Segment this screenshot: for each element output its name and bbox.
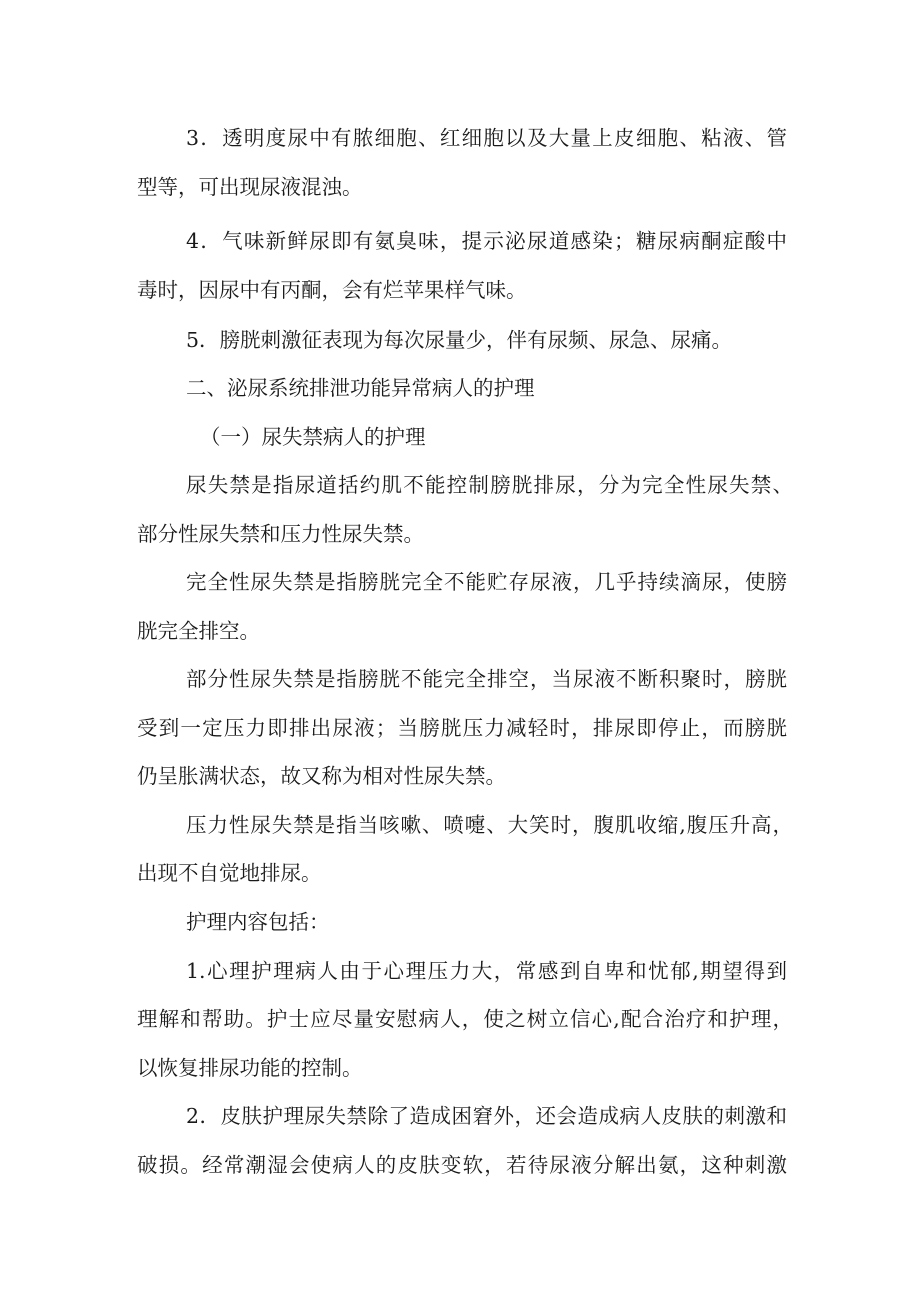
paragraph-4-line-2: 毒时，因尿中有丙酮，会有烂苹果样气味。: [137, 278, 527, 302]
paragraph-3-line-2: 型等，可出现尿液混浊。: [137, 175, 363, 199]
item-1-line-1: 1.心理护理病人由于心理压力大，常感到自卑和忧郁,期望得到: [186, 959, 787, 983]
stress-incontinence-line-2: 出现不自觉地排尿。: [137, 861, 322, 885]
definition-line-2: 部分性尿失禁和压力性尿失禁。: [137, 522, 424, 546]
stress-incontinence-line-1: 压力性尿失禁是指当咳嗽、喷嚏、大笑时，腹肌收缩,腹压升高，: [186, 813, 793, 837]
partial-incontinence-line-2: 受到一定压力即排出尿液；当膀胱压力减轻时，排尿即停止，而膀胱: [137, 716, 787, 740]
paragraph-5-line-1: 5．膀胱刺激征表现为每次尿量少，伴有尿频、尿急、尿痛。: [186, 328, 733, 352]
definition-line-1: 尿失禁是指尿道括约肌不能控制膀胱排尿，分为完全性尿失禁、: [186, 473, 793, 497]
paragraph-4-line-1: 4．气味新鲜尿即有氨臭味，提示泌尿道感染；糖尿病酮症酸中: [186, 229, 787, 253]
section-heading: 二、泌尿系统排泄功能异常病人的护理: [186, 376, 535, 400]
item-1-line-3: 以恢复排尿功能的控制。: [137, 1056, 363, 1080]
paragraph-3-line-1: 3．透明度尿中有脓细胞、红细胞以及大量上皮细胞、粘液、管: [186, 126, 787, 150]
item-2-line-2: 破损。经常潮湿会使病人的皮肤变软，若待尿液分解出氨，这种刺激: [137, 1153, 787, 1177]
partial-incontinence-line-1: 部分性尿失禁是指膀胱不能完全排空，当尿液不断积聚时，膀胱: [186, 667, 787, 691]
partial-incontinence-line-3: 仍呈胀满状态，故又称为相对性尿失禁。: [137, 764, 506, 788]
complete-incontinence-line-1: 完全性尿失禁是指膀胱完全不能贮存尿液，几乎持续滴尿，使膀: [186, 570, 787, 594]
subsection-heading: （一）尿失禁病人的护理: [200, 425, 426, 449]
item-1-line-2: 理解和帮助。护士应尽量安慰病人，使之树立信心,配合治疗和护理，: [137, 1007, 793, 1031]
care-intro: 护理内容包括：: [186, 910, 330, 934]
complete-incontinence-line-2: 胱完全排空。: [137, 619, 260, 643]
item-2-line-1: 2．皮肤护理尿失禁除了造成困窘外，还会造成病人皮肤的刺激和: [186, 1104, 787, 1128]
